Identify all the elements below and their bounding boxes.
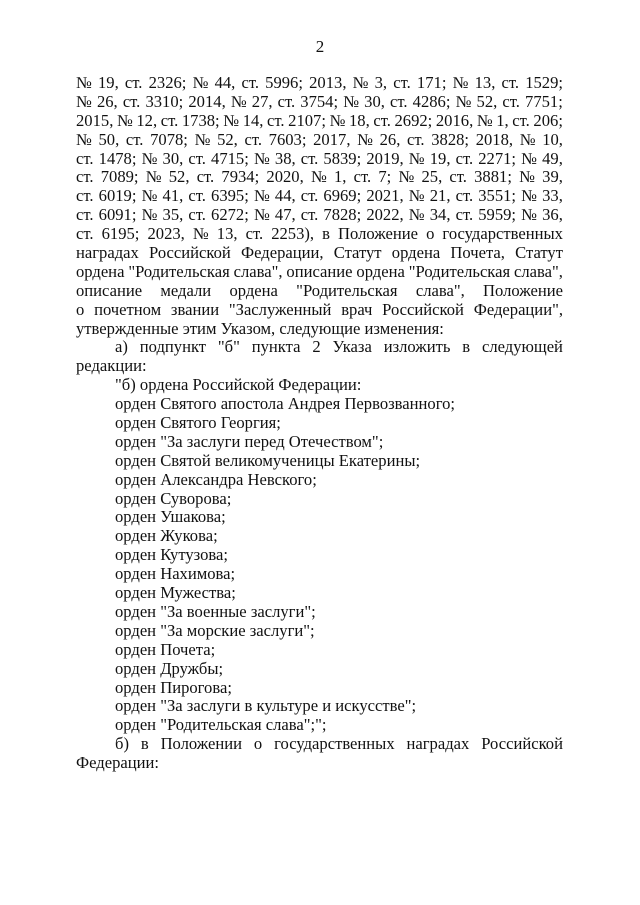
word: № bbox=[521, 186, 537, 206]
text-line bbox=[76, 168, 563, 187]
word: № bbox=[452, 73, 469, 92]
word: 6272; bbox=[211, 205, 249, 225]
word: ст. bbox=[390, 91, 408, 111]
word: утвержденные bbox=[76, 318, 179, 338]
text-line bbox=[76, 282, 563, 301]
word: ст. bbox=[407, 129, 425, 149]
orders-list bbox=[76, 376, 563, 735]
word: 7751; bbox=[525, 91, 563, 111]
word: о bbox=[426, 224, 435, 244]
word: № bbox=[76, 91, 92, 111]
list-item: орден Святой великомученицы Екатерины; bbox=[115, 450, 421, 470]
word: звании bbox=[170, 299, 220, 319]
word: № bbox=[230, 91, 247, 111]
text-line bbox=[76, 74, 563, 93]
word: 2016, bbox=[435, 110, 474, 130]
word: ст. bbox=[277, 91, 296, 111]
word: Российской bbox=[382, 299, 464, 319]
word: № bbox=[253, 148, 270, 168]
word: 1, bbox=[333, 167, 347, 187]
word: государственных bbox=[442, 224, 563, 244]
word: 2326; bbox=[148, 73, 187, 92]
word: Указа bbox=[332, 337, 372, 357]
text-line bbox=[76, 150, 563, 169]
word: описание bbox=[286, 261, 353, 281]
word: Российской bbox=[481, 734, 563, 754]
word: ст. bbox=[241, 73, 259, 92]
text-line bbox=[76, 357, 563, 376]
word: 30, bbox=[364, 91, 385, 111]
word: ст. bbox=[76, 205, 94, 225]
word: слава", bbox=[514, 261, 563, 281]
word: 1478; bbox=[98, 148, 137, 168]
word: 2013, bbox=[309, 73, 347, 92]
word: 25, bbox=[421, 167, 443, 187]
word: № bbox=[192, 224, 209, 244]
word: 7828; bbox=[323, 205, 362, 225]
text-line bbox=[76, 225, 563, 244]
text-line bbox=[76, 320, 563, 339]
word: 30, bbox=[162, 148, 184, 168]
word: 2015, bbox=[76, 110, 114, 130]
word: 38, bbox=[274, 148, 296, 168]
word: Федерации: bbox=[76, 753, 159, 773]
text-line bbox=[76, 263, 563, 282]
text-line bbox=[76, 301, 563, 320]
word: ст. bbox=[188, 148, 206, 168]
word: 5996; bbox=[265, 73, 303, 92]
word: 18, bbox=[349, 110, 370, 130]
word: № bbox=[192, 73, 209, 92]
word: 2023, bbox=[147, 224, 185, 244]
list-item: орден Александра Невского; bbox=[115, 469, 317, 489]
list-item: "б) ордена Российской Федерации: bbox=[115, 375, 362, 395]
word: ордена bbox=[229, 280, 278, 300]
word: 2022, bbox=[366, 205, 404, 225]
word: ст. bbox=[300, 148, 319, 168]
word: 13, bbox=[216, 224, 238, 244]
word: пункта bbox=[251, 337, 301, 357]
word: 6019; bbox=[98, 186, 137, 206]
page-number: 2 bbox=[315, 37, 325, 56]
word: 41, bbox=[162, 186, 184, 206]
word: 2014, bbox=[188, 91, 226, 111]
word: в bbox=[140, 734, 149, 754]
word: 5959; bbox=[478, 205, 517, 225]
word: а) bbox=[115, 337, 128, 357]
text-line bbox=[76, 338, 563, 357]
word: ст. bbox=[455, 186, 474, 206]
word: 33, bbox=[542, 186, 563, 206]
word: 4715; bbox=[211, 148, 249, 168]
word: 2019, bbox=[366, 148, 404, 168]
word: Статут bbox=[333, 243, 382, 263]
item-b-paragraph bbox=[76, 735, 563, 773]
word: этим bbox=[182, 318, 217, 338]
word: наградах bbox=[406, 734, 470, 754]
word: медали bbox=[160, 280, 212, 300]
word: № bbox=[357, 129, 373, 149]
text-line bbox=[76, 754, 563, 773]
word: ст. bbox=[122, 91, 141, 111]
word: 34, bbox=[429, 205, 451, 225]
word: 26, bbox=[379, 129, 401, 149]
word: 6091; bbox=[98, 205, 137, 225]
word: ст. bbox=[455, 148, 474, 168]
word: 52, bbox=[168, 167, 190, 187]
word: изменения: bbox=[364, 318, 444, 338]
word: 1738; bbox=[181, 110, 220, 130]
word: 7; bbox=[378, 167, 392, 187]
word: 44, bbox=[214, 73, 236, 92]
word: № bbox=[310, 167, 327, 187]
word: 47, bbox=[274, 205, 296, 225]
word: ст. bbox=[188, 186, 206, 206]
word: 3828; bbox=[431, 129, 470, 149]
word: Почета, bbox=[450, 243, 505, 263]
word: ордена bbox=[391, 243, 441, 263]
word: № bbox=[519, 167, 535, 187]
word: № bbox=[253, 186, 270, 206]
word: 2021, bbox=[366, 186, 404, 206]
word: № bbox=[141, 148, 158, 168]
word: врач bbox=[341, 299, 373, 319]
word: 2020, bbox=[266, 167, 304, 187]
word: наградах bbox=[76, 243, 139, 263]
text-line bbox=[76, 735, 563, 754]
word: ст. bbox=[373, 110, 391, 130]
word: 44, bbox=[274, 186, 296, 206]
word: № bbox=[521, 148, 537, 168]
word: № bbox=[476, 110, 493, 130]
word: № bbox=[408, 148, 425, 168]
text-line bbox=[76, 244, 563, 263]
word: почетном bbox=[94, 299, 162, 319]
word: № bbox=[455, 91, 472, 111]
word: 6195; bbox=[101, 224, 140, 244]
list-item: орден Мужества; bbox=[115, 583, 236, 603]
word: 26, bbox=[96, 91, 118, 111]
word: 2 bbox=[312, 337, 321, 357]
word: 3754; bbox=[300, 91, 339, 111]
word: ст. bbox=[76, 186, 94, 206]
word: ст. bbox=[501, 73, 520, 92]
word: № bbox=[408, 205, 425, 225]
word: ст. bbox=[245, 224, 264, 244]
list-item: орден Ушакова; bbox=[115, 507, 226, 527]
word: ордена bbox=[356, 261, 405, 281]
word: № bbox=[352, 73, 369, 92]
word: 2017, bbox=[313, 129, 351, 149]
word: Положение bbox=[338, 224, 418, 244]
word: 12, bbox=[136, 110, 158, 130]
word: ст. bbox=[124, 73, 143, 92]
word: 3, bbox=[374, 73, 388, 92]
word: 7603; bbox=[268, 129, 307, 149]
text-line bbox=[76, 112, 563, 131]
word: ст. bbox=[449, 167, 467, 187]
word: № bbox=[521, 205, 537, 225]
word: ст. bbox=[196, 167, 215, 187]
list-item: орден Пирогова; bbox=[115, 677, 232, 697]
word: 6395; bbox=[211, 186, 249, 206]
list-item: орден "За заслуги перед Отечеством"; bbox=[115, 431, 384, 451]
word: № bbox=[223, 110, 240, 130]
word: 2271; bbox=[478, 148, 517, 168]
word: 35, bbox=[162, 205, 184, 225]
word: № bbox=[253, 205, 270, 225]
word: 39, bbox=[542, 167, 563, 187]
word: ст. bbox=[353, 167, 372, 187]
word: ст. bbox=[76, 224, 94, 244]
word: № bbox=[398, 167, 415, 187]
word: ст. bbox=[125, 129, 144, 149]
word: № bbox=[194, 129, 211, 149]
word: 36, bbox=[542, 205, 563, 225]
list-item: орден Святого апостола Андрея Первозванного; bbox=[115, 394, 456, 414]
list-item: орден "За морские заслуги"; bbox=[115, 620, 315, 640]
word: ст. bbox=[76, 148, 94, 168]
word: в bbox=[322, 224, 330, 244]
word: ст. bbox=[244, 129, 262, 149]
word: в bbox=[462, 337, 471, 357]
word: ст. bbox=[188, 205, 206, 225]
word: ст. bbox=[267, 110, 285, 130]
word: № bbox=[141, 186, 158, 206]
word: 206; bbox=[533, 110, 563, 130]
word: 2253), bbox=[271, 224, 315, 244]
list-item: орден Суворова; bbox=[115, 488, 232, 508]
word: 3881; bbox=[474, 167, 512, 187]
word: изложить bbox=[383, 337, 451, 357]
word: слава", bbox=[415, 280, 465, 300]
list-item: орден Жукова; bbox=[115, 526, 218, 546]
word: 49, bbox=[542, 148, 563, 168]
word: 2107; bbox=[288, 110, 326, 130]
word: "Родительская bbox=[408, 261, 511, 281]
word: описание bbox=[76, 280, 143, 300]
word: 5839; bbox=[323, 148, 362, 168]
word: б) bbox=[115, 734, 129, 754]
word: ст. bbox=[502, 91, 520, 111]
text-line bbox=[76, 206, 563, 225]
word: 7934; bbox=[221, 167, 260, 187]
word: 1, bbox=[496, 110, 509, 130]
word: 19, bbox=[429, 148, 451, 168]
word: Федерации", bbox=[473, 299, 563, 319]
word: № bbox=[343, 91, 360, 111]
word: № bbox=[519, 129, 536, 149]
word: 2018, bbox=[475, 129, 514, 149]
word: государственных bbox=[274, 734, 395, 754]
word: 4286; bbox=[412, 91, 451, 111]
word: 19, bbox=[98, 73, 119, 92]
word: № bbox=[76, 73, 92, 92]
word: слава", bbox=[233, 261, 283, 281]
word: 3551; bbox=[478, 186, 517, 206]
list-item: орден "Родительская слава";"; bbox=[115, 715, 327, 735]
word: № bbox=[116, 110, 133, 130]
word: № bbox=[141, 205, 158, 225]
list-item: орден Дружбы; bbox=[115, 658, 224, 678]
list-item: орден Кутузова; bbox=[115, 545, 229, 565]
word: ст. bbox=[160, 110, 179, 130]
word: 3310; bbox=[145, 91, 184, 111]
list-item: орден "За заслуги в культуре и искусстве"; bbox=[115, 696, 417, 716]
word: "Родительская bbox=[128, 261, 230, 281]
word: Положение bbox=[483, 280, 563, 300]
word: подпункт bbox=[139, 337, 207, 357]
word: Российской bbox=[149, 243, 231, 263]
word: 6969; bbox=[323, 186, 362, 206]
word: 171; bbox=[416, 73, 447, 92]
list-item: орден Нахимова; bbox=[115, 564, 236, 584]
document-body bbox=[76, 74, 563, 773]
word: 27, bbox=[251, 91, 273, 111]
word: ст. bbox=[393, 73, 411, 92]
word: 14, bbox=[242, 110, 264, 130]
word: следующей bbox=[481, 337, 563, 357]
word: № bbox=[329, 110, 346, 130]
word: 2692; bbox=[394, 110, 433, 130]
text-line bbox=[76, 131, 563, 150]
word: 13, bbox=[474, 73, 496, 92]
word: "Родительская bbox=[296, 280, 398, 300]
word: "б" bbox=[217, 337, 240, 357]
item-a-paragraph bbox=[76, 338, 563, 376]
word: Указом, bbox=[220, 318, 276, 338]
word: о bbox=[76, 299, 85, 319]
word: 21, bbox=[429, 186, 451, 206]
word: № bbox=[76, 129, 92, 149]
word: 7089; bbox=[100, 167, 139, 187]
word: 52, bbox=[476, 91, 498, 111]
word: ст. bbox=[300, 205, 319, 225]
word: 1529; bbox=[525, 73, 563, 92]
word: 50, bbox=[98, 129, 120, 149]
word: ст. bbox=[512, 110, 530, 130]
word: № bbox=[408, 186, 425, 206]
word: ордена bbox=[76, 261, 125, 281]
word: о bbox=[253, 734, 263, 754]
list-item: орден "За военные заслуги"; bbox=[115, 601, 316, 621]
word: Федерации, bbox=[241, 243, 324, 263]
text-line bbox=[76, 93, 563, 112]
word: Положении bbox=[160, 734, 243, 754]
word: ст. bbox=[76, 167, 94, 187]
word: "Заслуженный bbox=[228, 299, 332, 319]
word: 7078; bbox=[150, 129, 188, 149]
list-item: орден Святого Георгия; bbox=[115, 413, 281, 433]
word: следующие bbox=[279, 318, 361, 338]
word: редакции: bbox=[76, 356, 147, 376]
word: ст. bbox=[455, 205, 474, 225]
word: Статут bbox=[515, 243, 563, 263]
amendments-paragraph bbox=[76, 74, 563, 338]
list-item: орден Почета; bbox=[115, 639, 216, 659]
word: 52, bbox=[217, 129, 238, 149]
word: ст. bbox=[300, 186, 319, 206]
text-line bbox=[76, 187, 563, 206]
word: № bbox=[145, 167, 162, 187]
word: 10, bbox=[542, 129, 563, 149]
